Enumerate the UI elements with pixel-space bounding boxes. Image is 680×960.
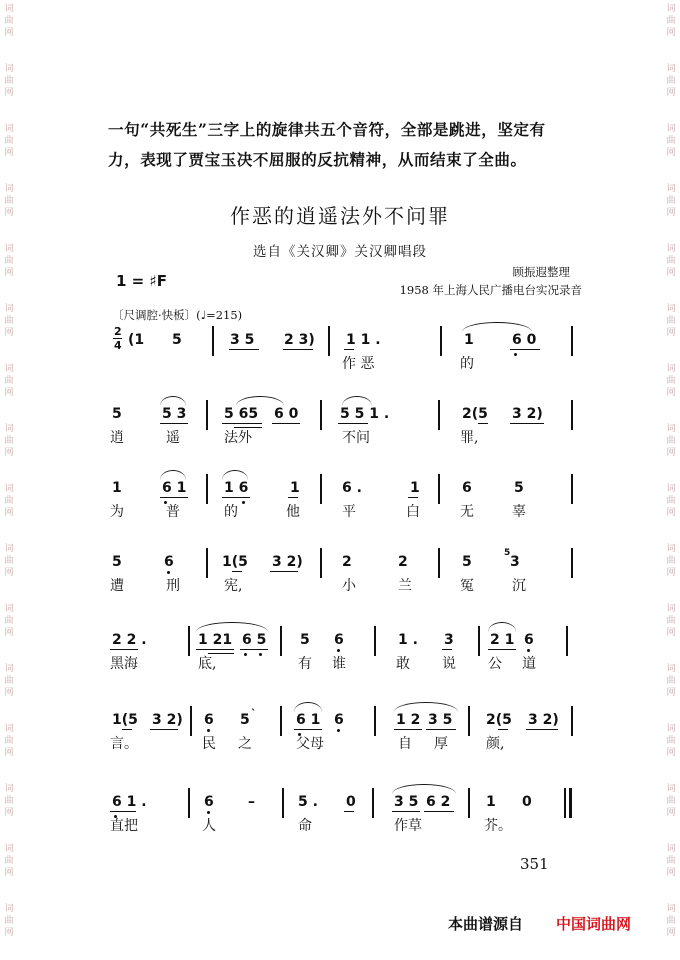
- note-group: 5: [300, 632, 310, 648]
- note-group: 2: [342, 554, 352, 570]
- note-group: 6 1 .: [112, 794, 147, 810]
- watermark-glyph: 词: [666, 4, 676, 14]
- watermark-glyph: 曲: [4, 736, 14, 746]
- lyric: 父母: [296, 736, 324, 752]
- note-group: 6 2: [426, 794, 451, 810]
- beam-line: [294, 729, 322, 730]
- intro-line-1: 一句“共死生”三字上的旋律共五个音符，全部是跳进，坚定有: [108, 120, 546, 139]
- beam-line: [424, 811, 454, 812]
- note-group: 6 5: [242, 632, 267, 648]
- watermark-glyph: 网: [4, 268, 14, 278]
- barline: [320, 400, 322, 430]
- watermark-glyph: 曲: [666, 556, 676, 566]
- beam-line: [283, 349, 313, 350]
- intro-line-2: 力，表现了贾宝玉决不屈服的反抗精神，从而结束了全曲。: [108, 150, 527, 169]
- beam-line: [232, 571, 242, 572]
- barline: [374, 626, 376, 656]
- watermark-glyph: 曲: [666, 496, 676, 506]
- octave-dot: [207, 729, 210, 732]
- watermark-glyph: 词: [4, 64, 14, 74]
- watermark-glyph: 网: [666, 268, 676, 278]
- barline: [566, 626, 568, 656]
- note-group: 6: [334, 632, 344, 648]
- arranger-credit: 顾振遐整理: [512, 265, 570, 279]
- score-system-7: [108, 788, 578, 868]
- note-group: 2(5: [462, 406, 488, 422]
- beam-line: [344, 811, 354, 812]
- watermark-glyph: 曲: [666, 376, 676, 386]
- barline: [571, 400, 573, 430]
- note-group: 5 3: [162, 406, 187, 422]
- grace-mark: `: [251, 707, 257, 720]
- note-group: 5: [462, 554, 472, 570]
- note-group: 2(5: [486, 712, 512, 728]
- watermark-glyph: 曲: [4, 916, 14, 926]
- watermark-glyph: 曲: [666, 796, 676, 806]
- watermark-glyph: 网: [4, 388, 14, 398]
- watermark-glyph: 网: [666, 808, 676, 818]
- lyric: 公: [488, 656, 502, 672]
- beam-line: [229, 349, 259, 350]
- barline: [571, 706, 573, 736]
- watermark-glyph: 词: [4, 184, 14, 194]
- note-group: 2 3): [284, 332, 315, 348]
- lyric: 作草: [394, 818, 422, 834]
- watermark-glyph: 词: [666, 64, 676, 74]
- beam-line: [394, 729, 422, 730]
- beam-line: [344, 349, 354, 350]
- watermark-glyph: 词: [666, 784, 676, 794]
- barline: [571, 474, 573, 504]
- lyric: 刑: [166, 578, 180, 594]
- watermark-glyph: 词: [666, 724, 676, 734]
- watermark-glyph: 网: [666, 688, 676, 698]
- score-system-3: [108, 474, 578, 554]
- score-system-5: [108, 626, 578, 706]
- lyric: 宪,: [224, 578, 243, 594]
- watermark-glyph: 词: [666, 904, 676, 914]
- watermark-glyph: 曲: [4, 556, 14, 566]
- watermark-glyph: 曲: [666, 16, 676, 26]
- watermark-glyph: 曲: [666, 436, 676, 446]
- barline: [571, 548, 573, 578]
- octave-dot: [337, 649, 340, 652]
- watermark-glyph: 曲: [4, 196, 14, 206]
- lyric: 人: [202, 818, 216, 834]
- beam-line: [392, 811, 420, 812]
- octave-dot: [514, 353, 517, 356]
- beam-line: [288, 497, 298, 498]
- barline: [468, 706, 470, 736]
- note-group: 6: [204, 794, 214, 810]
- watermark-glyph: 网: [666, 568, 676, 578]
- watermark-glyph: 网: [4, 748, 14, 758]
- watermark-glyph: 词: [666, 604, 676, 614]
- watermark-glyph: 词: [666, 424, 676, 434]
- barline: [320, 474, 322, 504]
- watermark-glyph: 曲: [4, 376, 14, 386]
- lyric: 言。: [110, 736, 138, 752]
- watermark-glyph: 词: [666, 544, 676, 554]
- barline: [320, 548, 322, 578]
- octave-dot: [207, 811, 210, 814]
- footer-brand-link[interactable]: 中国词曲网: [556, 915, 632, 933]
- lyric: 辜: [512, 504, 526, 520]
- octave-dot: [259, 653, 262, 656]
- note-group: 0: [346, 794, 356, 810]
- note-group: 1: [486, 794, 496, 810]
- watermark-glyph: 曲: [666, 916, 676, 926]
- watermark-glyph: 网: [4, 28, 14, 38]
- note-group: 3 5: [230, 332, 255, 348]
- lyric: 他: [286, 504, 300, 520]
- watermark-glyph: 曲: [666, 136, 676, 146]
- barline: [440, 326, 442, 356]
- barline: [206, 548, 208, 578]
- lyric: 民: [202, 736, 216, 752]
- slur: [462, 322, 532, 332]
- lyric: 敢: [396, 656, 410, 672]
- note-group: 1(5: [222, 554, 248, 570]
- beam-line: [150, 729, 178, 730]
- barline: [328, 326, 330, 356]
- lyric: 不问: [342, 430, 370, 446]
- octave-dot: [167, 571, 170, 574]
- watermark-glyph: 网: [666, 88, 676, 98]
- watermark-glyph: 网: [4, 328, 14, 338]
- note-group: 3 2): [512, 406, 543, 422]
- lyric: 直把: [110, 818, 138, 834]
- lyric: 平: [342, 504, 356, 520]
- watermark-glyph: 曲: [4, 136, 14, 146]
- watermark-glyph: 曲: [4, 796, 14, 806]
- note-group: 3 2): [528, 712, 559, 728]
- final-barline-thin: [564, 788, 566, 818]
- barline: [438, 548, 440, 578]
- beam-line: [442, 649, 452, 650]
- lyric: 的: [224, 504, 238, 520]
- note-group: 3 5: [394, 794, 419, 810]
- watermark-glyph: 曲: [4, 256, 14, 266]
- watermark-glyph: 曲: [666, 856, 676, 866]
- note-group: 1 6: [224, 480, 249, 496]
- watermark-glyph: 曲: [4, 616, 14, 626]
- watermark-glyph: 词: [4, 424, 14, 434]
- watermark-glyph: 网: [666, 748, 676, 758]
- beam-line: [208, 653, 234, 654]
- barline: [280, 706, 282, 736]
- note-group: 3: [444, 632, 454, 648]
- note-group: 3: [510, 554, 520, 570]
- watermark-glyph: 词: [4, 4, 14, 14]
- note-group: 5: [112, 554, 122, 570]
- lyric: 谁: [332, 656, 346, 672]
- watermark-glyph: 曲: [4, 436, 14, 446]
- watermark-glyph: 曲: [666, 196, 676, 206]
- watermark-glyph: 词: [4, 664, 14, 674]
- watermark-glyph: 网: [666, 928, 676, 938]
- note-group: 1(5: [112, 712, 138, 728]
- watermark-glyph: 词: [666, 124, 676, 134]
- note-group: 3 2): [152, 712, 183, 728]
- watermark-glyph: 词: [666, 364, 676, 374]
- note-group: 6: [204, 712, 214, 728]
- barline: [206, 400, 208, 430]
- beam-line: [426, 729, 456, 730]
- beam-line: [478, 423, 488, 424]
- beam-line: [234, 427, 262, 428]
- lyric: 冤: [460, 578, 474, 594]
- watermark-glyph: 曲: [666, 736, 676, 746]
- note-group: 0: [522, 794, 532, 810]
- lyric: 黑海: [110, 656, 138, 672]
- lyric: 说: [442, 656, 456, 672]
- watermark-glyph: 词: [4, 124, 14, 134]
- watermark-glyph: 词: [4, 304, 14, 314]
- watermark-glyph: 网: [666, 148, 676, 158]
- beam-line: [488, 649, 516, 650]
- barline: [212, 326, 214, 356]
- watermark-glyph: 词: [4, 784, 14, 794]
- lyric: 作 恶: [342, 356, 375, 372]
- watermark-glyph: 词: [4, 904, 14, 914]
- lyric: 无: [460, 504, 474, 520]
- octave-dot: [337, 729, 340, 732]
- watermark-glyph: 曲: [4, 76, 14, 86]
- time-signature-bottom: 4: [114, 339, 122, 352]
- note-group: 3 2): [272, 554, 303, 570]
- page-number: 351: [520, 855, 549, 873]
- barline: [282, 788, 284, 818]
- lyric: 兰: [398, 578, 412, 594]
- watermark-glyph: 网: [4, 508, 14, 518]
- lyric: 道: [522, 656, 536, 672]
- lyric: 颜,: [486, 736, 505, 752]
- watermark-glyph: 曲: [666, 616, 676, 626]
- watermark-right: [664, 0, 678, 960]
- watermark-glyph: 网: [666, 28, 676, 38]
- watermark-glyph: 词: [4, 244, 14, 254]
- watermark-glyph: 曲: [666, 676, 676, 686]
- note-group: 6 .: [342, 480, 362, 496]
- watermark-glyph: 网: [666, 628, 676, 638]
- beam-line: [222, 423, 262, 424]
- watermark-glyph: 网: [4, 568, 14, 578]
- note-group: 1 .: [398, 632, 418, 648]
- watermark-glyph: 词: [666, 244, 676, 254]
- barline: [372, 788, 374, 818]
- key-signature: 1 = ♯F: [116, 272, 167, 290]
- lyric: 命: [298, 818, 312, 834]
- note-group: 6 1: [296, 712, 321, 728]
- octave-dot: [527, 649, 530, 652]
- note-group: 1 21: [198, 632, 233, 648]
- beam-line: [160, 423, 188, 424]
- beam-line: [160, 497, 188, 498]
- lyric: 白: [406, 504, 420, 520]
- octave-dot: [244, 653, 247, 656]
- beam-line: [110, 811, 136, 812]
- note-group: (1: [128, 332, 145, 348]
- note-group: 5 65: [224, 406, 259, 422]
- note-group: 6 0: [512, 332, 537, 348]
- recording-credit: 1958 年上海人民广播电台实况录音: [399, 283, 582, 297]
- watermark-glyph: 词: [4, 544, 14, 554]
- barline: [190, 706, 192, 736]
- lyric: 遭: [110, 578, 124, 594]
- note-group: 6: [164, 554, 174, 570]
- watermark-glyph: 网: [666, 448, 676, 458]
- watermark-glyph: 曲: [666, 76, 676, 86]
- watermark-glyph: 曲: [4, 316, 14, 326]
- beam-line: [110, 649, 138, 650]
- beam-line: [240, 649, 268, 650]
- barline: [374, 706, 376, 736]
- watermark-glyph: 词: [4, 484, 14, 494]
- beam-line: [222, 497, 250, 498]
- beam-line: [122, 729, 132, 730]
- score-system-6: [108, 706, 578, 786]
- watermark-glyph: 词: [666, 304, 676, 314]
- watermark-glyph: 网: [4, 868, 14, 878]
- watermark-glyph: 词: [4, 724, 14, 734]
- lyric: 厚: [434, 736, 448, 752]
- lyric: 小: [342, 578, 356, 594]
- barline: [438, 400, 440, 430]
- watermark-glyph: 词: [666, 184, 676, 194]
- watermark-glyph: 词: [666, 484, 676, 494]
- watermark-glyph: 曲: [666, 256, 676, 266]
- note-group: 1: [112, 480, 122, 496]
- beam-line: [510, 349, 540, 350]
- lyric: 沉: [512, 578, 526, 594]
- watermark-glyph: 网: [4, 928, 14, 938]
- watermark-glyph: 网: [4, 628, 14, 638]
- score-system-4: [108, 548, 578, 628]
- lyric: 法外: [224, 430, 252, 446]
- note-group: 1: [464, 332, 474, 348]
- lyric: 芥。: [484, 818, 512, 834]
- watermark-glyph: 词: [666, 844, 676, 854]
- lyric: 遥: [166, 430, 180, 446]
- lyric: 有: [298, 656, 312, 672]
- beam-line: [270, 571, 298, 572]
- note-group: 1 2: [396, 712, 421, 728]
- note-group: 6 1: [162, 480, 187, 496]
- octave-dot: [242, 501, 245, 504]
- lyric: 罪,: [460, 430, 479, 446]
- watermark-glyph: 曲: [4, 496, 14, 506]
- note-group: 6: [462, 480, 472, 496]
- beam-line: [272, 423, 300, 424]
- note-group: 5: [172, 332, 182, 348]
- beam-line: [196, 649, 234, 650]
- lyric: 之: [238, 736, 252, 752]
- barline: [478, 626, 480, 656]
- note-group: –: [248, 794, 255, 810]
- watermark-glyph: 网: [4, 808, 14, 818]
- barline: [188, 626, 190, 656]
- note-group: 3 5: [428, 712, 453, 728]
- watermark-glyph: 网: [666, 508, 676, 518]
- note-group: 2: [398, 554, 408, 570]
- watermark-glyph: 网: [666, 208, 676, 218]
- time-signature-top: 2: [114, 325, 122, 338]
- watermark-glyph: 词: [4, 364, 14, 374]
- score-system-1: [108, 326, 578, 406]
- barline: [438, 474, 440, 504]
- beam-line: [408, 497, 418, 498]
- watermark-glyph: 词: [666, 664, 676, 674]
- watermark-glyph: 网: [4, 148, 14, 158]
- beam-line: [510, 423, 544, 424]
- watermark-glyph: 曲: [4, 16, 14, 26]
- grace-note: 5: [504, 548, 511, 558]
- note-group: 6 0: [274, 406, 299, 422]
- barline: [206, 474, 208, 504]
- watermark-glyph: 网: [666, 388, 676, 398]
- watermark-left: [2, 0, 16, 960]
- watermark-glyph: 词: [4, 844, 14, 854]
- barline: [280, 626, 282, 656]
- lyric: 普: [166, 504, 180, 520]
- watermark-glyph: 网: [666, 328, 676, 338]
- watermark-glyph: 网: [4, 208, 14, 218]
- song-title: 作恶的逍遥法外不问罪: [230, 204, 450, 228]
- barline: [188, 788, 190, 818]
- note-group: 5: [112, 406, 122, 422]
- lyric: 为: [110, 504, 124, 520]
- note-group: 5: [514, 480, 524, 496]
- barline: [468, 788, 470, 818]
- note-group: 1: [410, 480, 420, 496]
- barline: [571, 326, 573, 356]
- note-group: 5 5 1 .: [340, 406, 390, 422]
- note-group: 1 1 .: [346, 332, 381, 348]
- song-source: 选自《关汉卿》关汉卿唱段: [253, 244, 427, 260]
- beam-line: [526, 729, 558, 730]
- note-group: 1: [290, 480, 300, 496]
- watermark-glyph: 曲: [4, 856, 14, 866]
- tempo-marking: 〔尺调腔·快板〕(♩=215): [112, 308, 243, 322]
- watermark-glyph: 网: [666, 868, 676, 878]
- watermark-glyph: 网: [4, 88, 14, 98]
- lyric: 底,: [198, 656, 217, 672]
- note-group: 5: [240, 712, 250, 728]
- note-group: 6: [524, 632, 534, 648]
- watermark-glyph: 曲: [666, 316, 676, 326]
- watermark-glyph: 曲: [4, 676, 14, 686]
- beam-line: [498, 729, 508, 730]
- note-group: 6: [334, 712, 344, 728]
- final-barline-thick: [569, 788, 572, 818]
- watermark-glyph: 网: [4, 448, 14, 458]
- lyric: 逍: [110, 430, 124, 446]
- note-group: 5 .: [298, 794, 318, 810]
- footer-source-label: 本曲谱源自: [448, 915, 524, 933]
- lyric: 自: [398, 736, 412, 752]
- watermark-glyph: 网: [4, 688, 14, 698]
- beam-line: [338, 423, 368, 424]
- note-group: 2 2 .: [112, 632, 147, 648]
- note-group: 2 1: [490, 632, 515, 648]
- score-system-2: [108, 400, 578, 480]
- watermark-glyph: 词: [4, 604, 14, 614]
- lyric: 的: [460, 356, 474, 372]
